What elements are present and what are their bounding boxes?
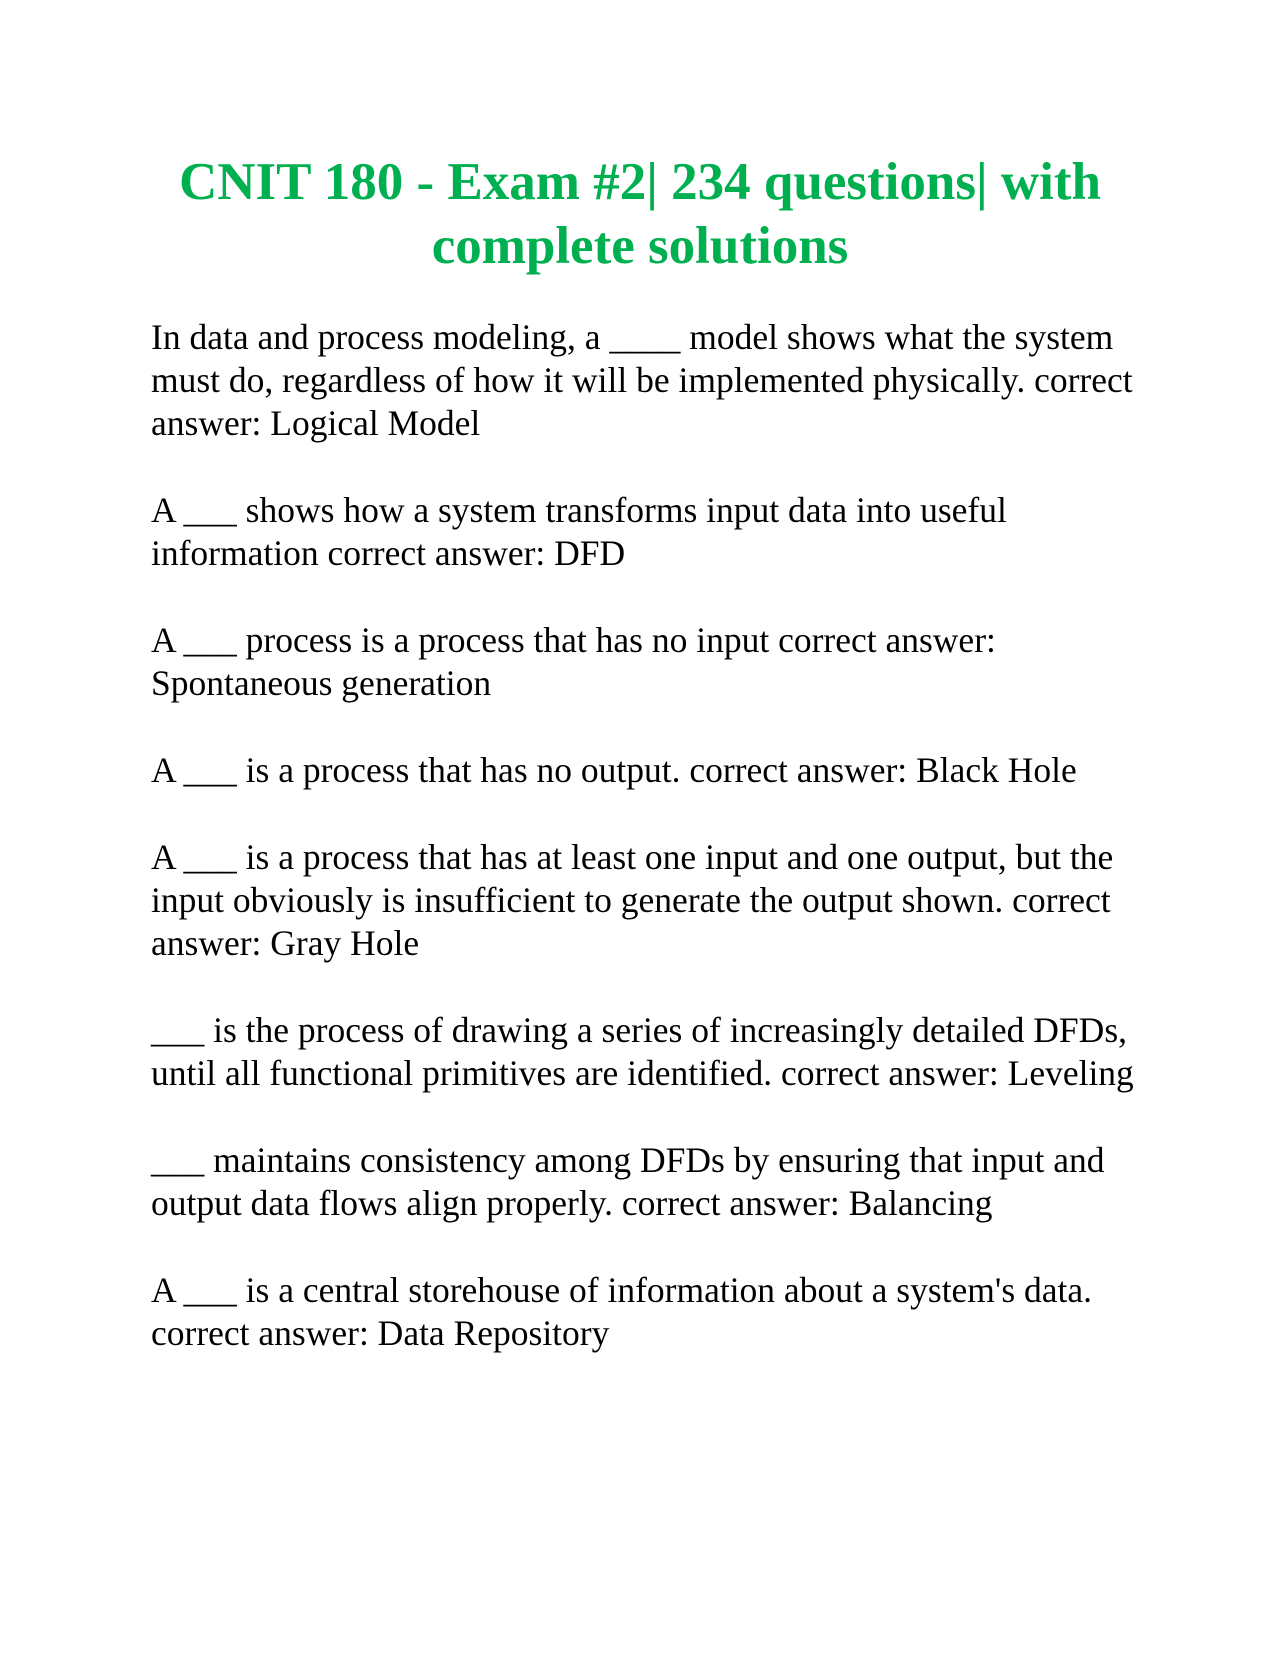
question-item: ___ maintains consistency among DFDs by ensuring that input and output data flows align properly. correct answer: Balancing	[151, 1140, 1105, 1223]
question-item: A ___ process is a process that has no input correct answer: Spontaneous generation	[151, 620, 996, 703]
question-item: A ___ is a central storehouse of information about a system's data. correct answer: Data Repository	[151, 1270, 1093, 1353]
question-item: A ___ is a process that has no output. correct answer: Black Hole	[151, 750, 1077, 790]
question-item: A ___ is a process that has at least one input and one output, but the input obviously is insufficient to generate the output shown. correct answer: Gray Hole	[151, 837, 1114, 963]
question-item: A ___ shows how a system transforms input data into useful information correct answer: DFD	[151, 490, 1007, 573]
question-item: In data and process modeling, a ____ model shows what the system must do, regardless of how it will be implemented physically. correct answer: Logical Model	[151, 317, 1133, 443]
document-title: CNIT 180 - Exam #2| 234 questions| with complete solutions	[178, 153, 1101, 275]
question-item: ___ is the process of drawing a series of increasingly detailed DFDs, until all functional primitives are identified. correct answer: Leveling	[151, 1010, 1134, 1093]
question-list	[151, 316, 1151, 1399]
